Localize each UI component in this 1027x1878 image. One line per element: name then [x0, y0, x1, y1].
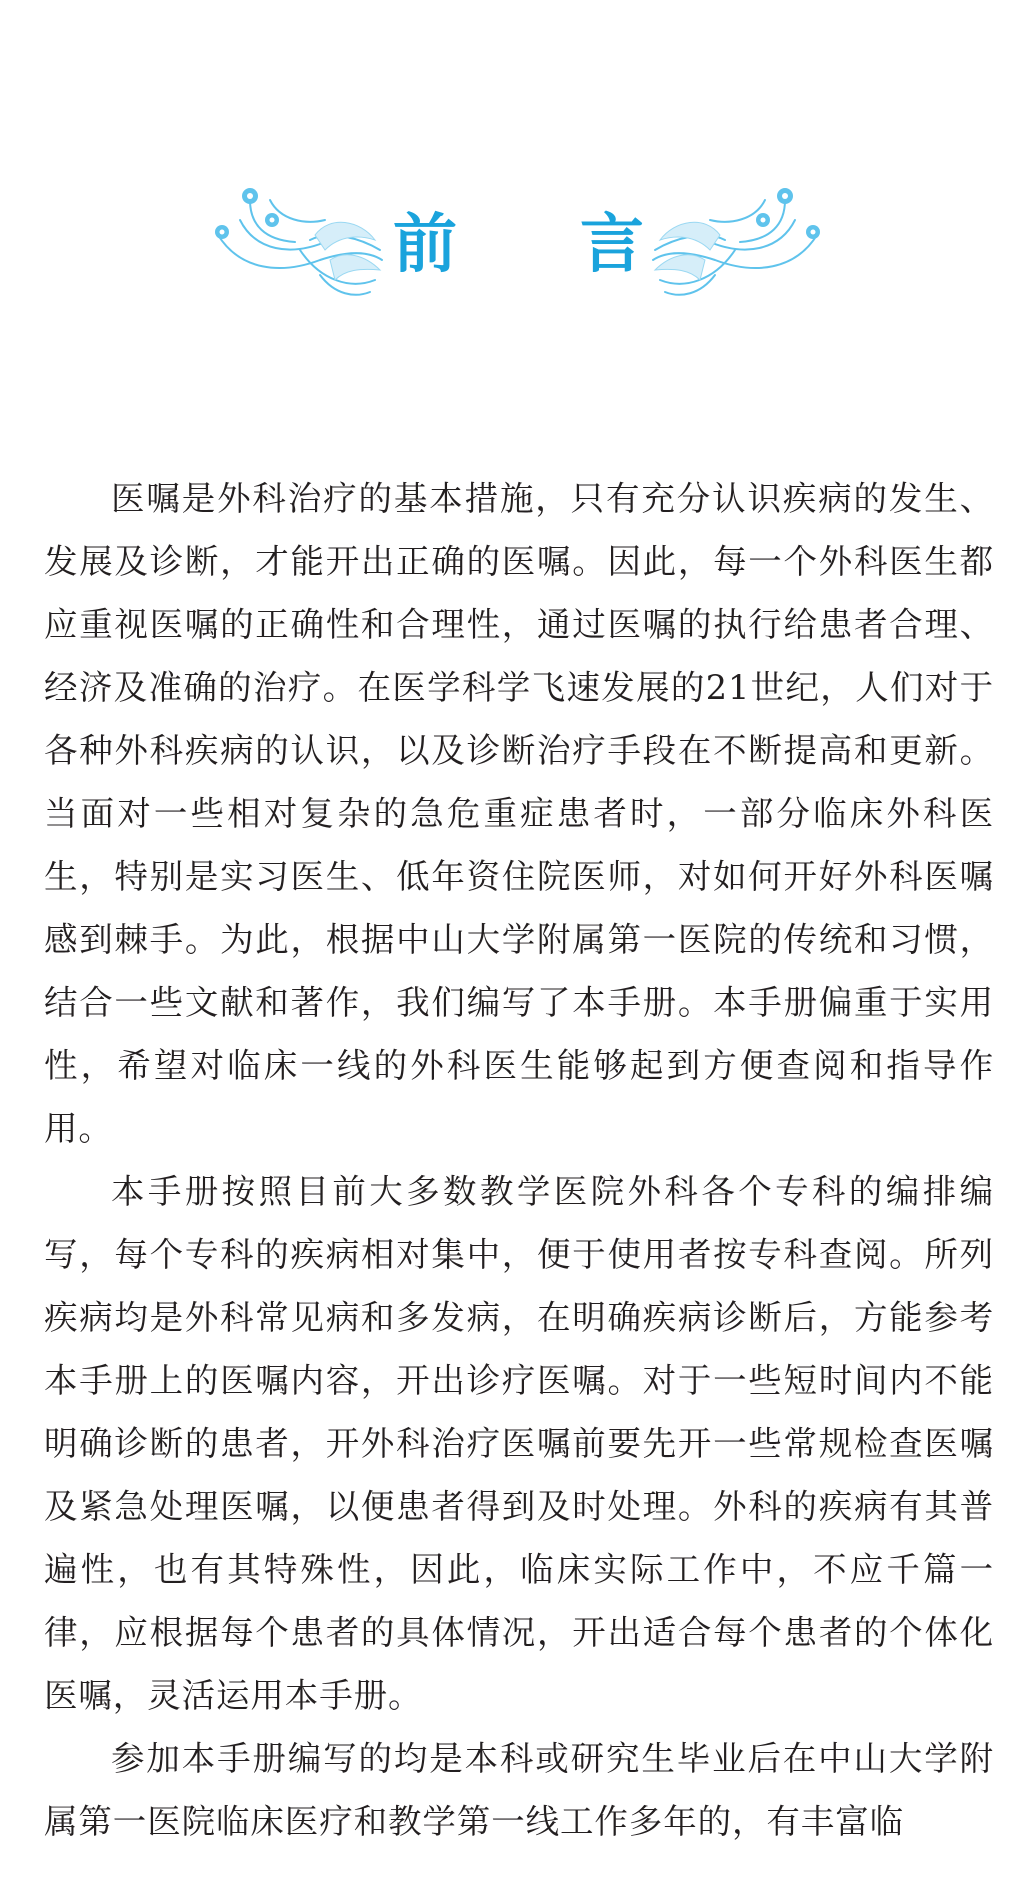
preface-body [44, 467, 994, 1853]
paragraph-2: 本手册按照目前大多数教学医院外科各个专科的编排编写，每个专科的疾病相对集中，便于使用者按专科查阅。所列疾病均是外科常见病和多发病，在明确疾病诊断后，方能参考本手册上的医嘱内容，开出诊疗医嘱。对于一些短时间内不能明确诊断的患者，开外科治疗医嘱前要先开一些常规检查医嘱及紧急处理医嘱，以便患者得到及时处理。外科的疾病有其普遍性，也有其特殊性，因此，临床实际工作中，不应千篇一律，应根据每个患者的具体情况，开出适合每个患者的个体化医嘱，灵活运用本手册。 [44, 1172, 994, 1715]
paragraph-1: 医嘱是外科治疗的基本措施，只有充分认识疾病的发生、发展及诊断，才能开出正确的医嘱。因此，每一个外科医生都应重视医嘱的正确性和合理性，通过医嘱的执行给患者合理、经济及准确的治疗。在医学科学飞速发展的21世纪，人们对于各种外科疾病的认识，以及诊断治疗手段在不断提高和更新。当面对一些相对复杂的急危重症患者时，一部分临床外科医生，特别是实习医生、低年资住院医师，对如何开好外科医嘱感到棘手。为此，根据中山大学附属第一医院的传统和习惯，结合一些文献和著作，我们编写了本手册。本手册偏重于实用性，希望对临床一线的外科医生能够起到方便查阅和指导作用。 [44, 479, 994, 1148]
floral-ornament-left-icon [210, 180, 385, 300]
paragraph-3: 参加本手册编写的均是本科或研究生毕业后在中山大学附属第一医院临床医疗和教学第一线工作多年的，有丰富临 [44, 1739, 994, 1841]
preface-heading [0, 170, 1027, 320]
heading-char-1: 前 [393, 207, 457, 282]
floral-ornament-right-icon [650, 180, 825, 300]
heading-char-2: 言 [580, 207, 644, 282]
